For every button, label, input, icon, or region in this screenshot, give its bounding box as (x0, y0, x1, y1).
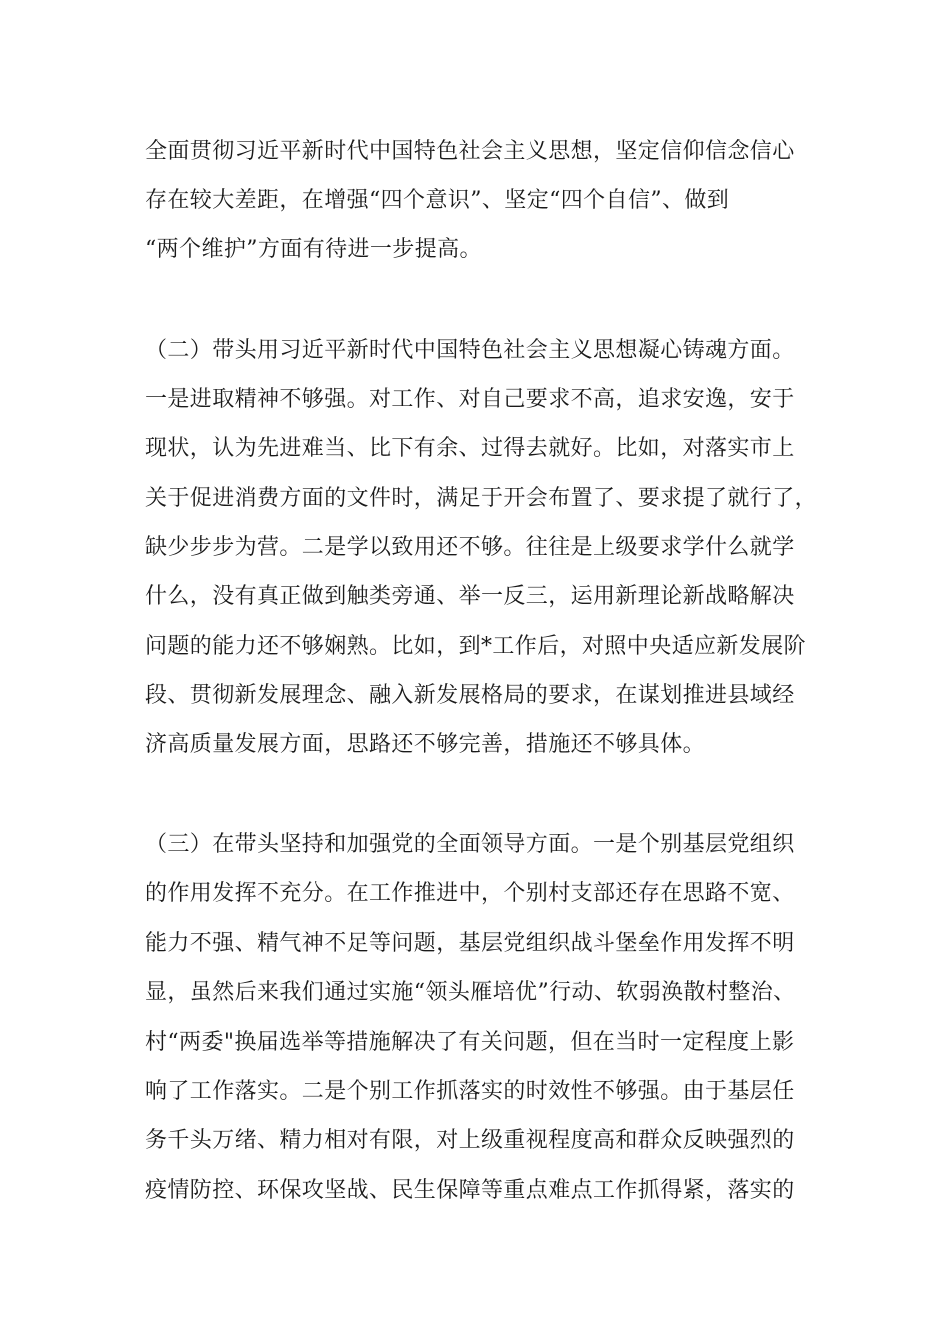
paragraph-2-heading-line: （二）带头用习近平新时代中国特色社会主义思想凝心铸魂方面。 (145, 338, 795, 363)
paragraph-1-line-1: 全面贯彻习近平新时代中国特色社会主义思想，坚定信仰信念信心 (145, 139, 795, 164)
paragraph-3-heading-line: （三）在带头坚持和加强党的全面领导方面。一是个别基层党组织 (145, 832, 795, 857)
paragraph-3-line-8: 疫情防控、环保攻坚战、民生保障等重点难点工作抓得紧，落实的 (145, 1178, 795, 1203)
paragraph-2-line-4: 关于促进消费方面的文件时，满足于开会布置了、要求提了就行了， (145, 486, 818, 511)
paragraph-2-line-5: 缺少步步为营。二是学以致用还不够。往往是上级要求学什么就学 (145, 535, 795, 560)
paragraph-3-line-7: 务千头万绪、精力相对有限，对上级重视程度高和群众反映强烈的 (145, 1128, 795, 1153)
paragraph-2-line-7: 问题的能力还不够娴熟。比如，到*工作后，对照中央适应新发展阶 (145, 634, 807, 659)
paragraph-2-line-6: 什么，没有真正做到触类旁通、举一反三，运用新理论新战略解决 (145, 584, 795, 609)
paragraph-1-line-2: 存在较大差距，在增强“四个意识”、坚定“四个自信”、做到 (145, 188, 730, 213)
paragraph-3-line-5: 村“两委"换届选举等措施解决了有关问题，但在当时一定程度上影 (145, 1030, 795, 1055)
paragraph-2-line-3: 现状，认为先进难当、比下有余、过得去就好。比如，对落实市上 (145, 436, 795, 461)
paragraph-3-line-2: 的作用发挥不充分。在工作推进中，个别村支部还存在思路不宽、 (145, 881, 795, 906)
paragraph-3-line-4: 显，虽然后来我们通过实施“领头雁培优”行动、软弱涣散村整治、 (145, 980, 796, 1005)
paragraph-3-line-3: 能力不强、精气神不足等问题，基层党组织战斗堡垒作用发挥不明 (145, 931, 795, 956)
paragraph-2-line-9: 济高质量发展方面，思路还不够完善，措施还不够具体。 (145, 732, 706, 757)
paragraph-1-line-3: “两个维护”方面有待进一步提高。 (145, 237, 482, 262)
paragraph-2-line-8: 段、贯彻新发展理念、融入新发展格局的要求，在谋划推进县域经 (145, 683, 795, 708)
paragraph-3-line-6: 响了工作落实。二是个别工作抓落实的时效性不够强。由于基层任 (145, 1079, 795, 1104)
paragraph-2-line-2: 一是进取精神不够强。对工作、对自己要求不高，追求安逸，安于 (145, 387, 795, 412)
